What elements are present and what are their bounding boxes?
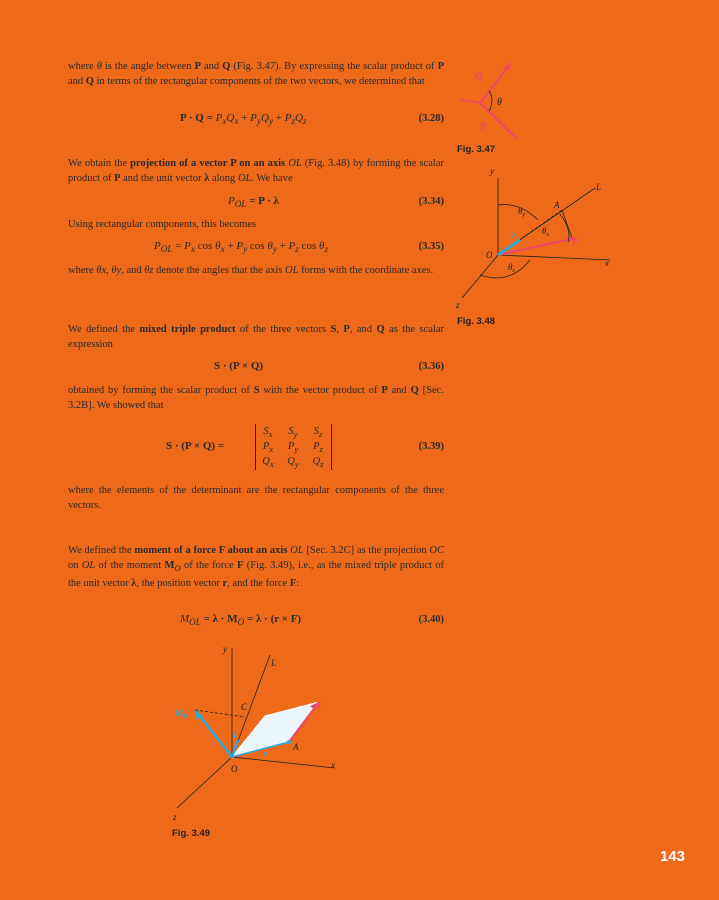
paragraph-scalar-product: where θ is the angle between P and Q (Fig. 3.47). By expressing the scalar product of P and Q in terms of the rectangular components of the two vectors, we determined that <box>68 61 444 87</box>
determinant-matrix: $S_x$ $S_y$ $S_z$ $P_x$ $P_y$ $P_z$ $Q_x$ $Q_y$ $Q_z$ <box>255 424 333 470</box>
equation-number: (3.39) <box>418 441 444 452</box>
fig349-label-y: y <box>223 644 227 654</box>
fig348-label-theta-y: $\theta_y$ <box>518 206 526 218</box>
fig348-label-a: A <box>554 200 560 210</box>
equation-3-34: $P_{OL} = P \cdot \lambda$ (3.34) <box>228 195 444 210</box>
paragraph-moment-axis: We defined the moment of a force F about an axis OL [Sec. 3.2C] as the projection OC on OL of the moment $M_O$ of the force F (Fig. 3.49), i.e., as the mixed triple product of the unit vector λ, the position vector r, and the force F: <box>68 545 445 590</box>
fig349-label-c: C <box>241 702 248 712</box>
figure-3-47-caption: Fig. 3.47 <box>457 144 496 155</box>
equation-number: (3.34) <box>418 196 444 207</box>
paragraph-rectangular: Using rectangular components, this becomes <box>68 219 257 230</box>
paragraph-obtained: obtained by forming the scalar product of S with the vector product of P and Q [Sec. 3.2B]. We showed that <box>68 385 444 411</box>
figure-3-48-caption: Fig. 3.48 <box>457 316 496 327</box>
equation-number: (3.40) <box>418 614 444 625</box>
paragraph-angles: where θx, θy, and θz denote the angles that the axis OL forms with the coordinate axes. <box>68 265 434 276</box>
fig347-label-p: P <box>480 122 487 133</box>
fig348-label-x: x <box>605 258 609 268</box>
paragraph-projection: We obtain the projection of a vector P on an axis OL (Fig. 3.48) by forming the scalar product of P and the unit vector λ along OL. We have <box>68 158 445 184</box>
figure-3-48-diagram <box>450 160 620 310</box>
equation-3-28: $P \cdot Q = P_xQ_x + P_yQ_y + P_zQ_z$ (3.28) <box>180 112 444 127</box>
paragraph-mixed-triple: We defined the mixed triple product of the three vectors S, P, and Q as the scalar expression <box>68 324 444 350</box>
fig349-label-f: F <box>317 700 323 710</box>
fig347-label-theta: θ <box>497 97 502 108</box>
fig348-label-z: z <box>456 300 460 310</box>
fig348-label-o: O <box>486 250 493 260</box>
fig349-label-x: x <box>331 760 335 770</box>
fig349-label-l: L <box>271 658 277 668</box>
fig349-label-lambda: λ <box>233 731 237 740</box>
equation-3-39: S · (P × Q) = (3.39) <box>166 440 444 452</box>
page-number: 143 <box>659 848 685 865</box>
paragraph-determinant: where the elements of the determinant are the rectangular components of the three vectors. <box>68 485 444 511</box>
fig349-label-z: z <box>173 812 177 822</box>
fig349-label-mo: $M_O$ <box>175 708 189 720</box>
equation-number: (3.28) <box>418 113 444 124</box>
equation-3-35: $P_{OL} = P_x$ $\cos \theta_x + P_y$ $\cos \theta_y + P_z$ $\cos \theta_z$ (3.35) <box>154 240 444 255</box>
figure-3-47-diagram <box>455 55 525 140</box>
fig349-label-r: r <box>263 749 267 758</box>
fig347-label-q: Q <box>475 71 483 82</box>
fig349-label-o: O <box>231 764 238 774</box>
equation-3-40: $M_{OL} = \lambda \cdot M_O = \lambda \cdot (r \times F)$ (3.40) <box>180 613 444 628</box>
equation-3-36: S · (P × Q) (3.36) <box>214 360 444 372</box>
figure-3-49-caption: Fig. 3.49 <box>172 828 211 839</box>
fig348-label-theta-z: $\theta_z$ <box>508 262 515 274</box>
equation-number: (3.36) <box>418 361 444 372</box>
fig349-label-a: A <box>293 742 299 752</box>
fig348-label-y: y <box>490 166 494 176</box>
figure-3-49-diagram <box>165 640 355 825</box>
fig348-label-theta-x: $\theta_x$ <box>542 226 550 238</box>
fig348-label-lambda: λ <box>512 230 517 240</box>
fig348-label-l: L <box>596 182 602 192</box>
fig348-label-p: P <box>572 237 578 247</box>
equation-number: (3.35) <box>418 241 444 252</box>
